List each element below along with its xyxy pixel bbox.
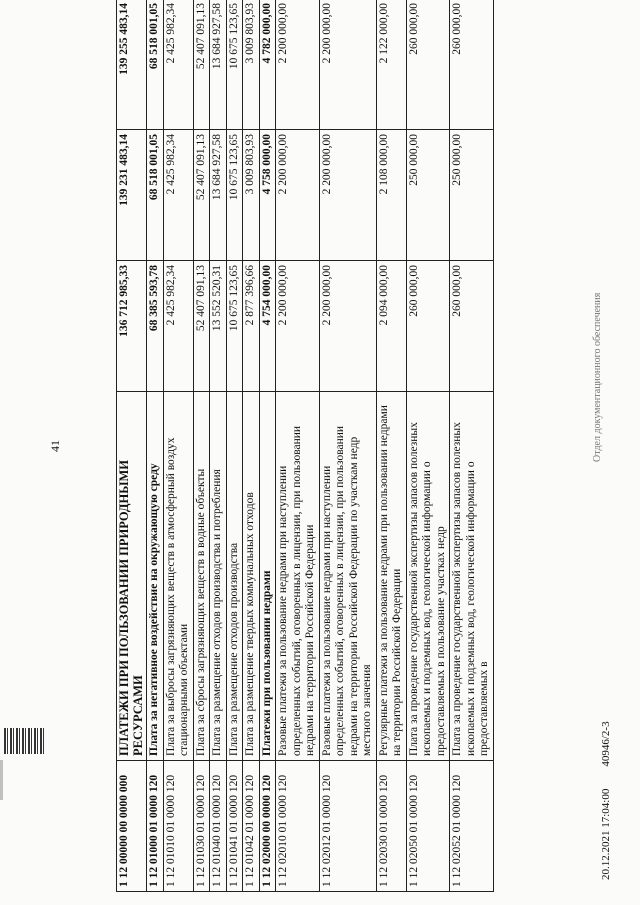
row-value-2022: 2 200 000,00 <box>276 261 320 392</box>
row-value-2022: 13 552 520,31 <box>210 261 227 392</box>
footer-timestamp: 20.12.2021 17:04:00 <box>600 788 612 880</box>
row-code: 1 12 02010 01 0000 120 <box>276 761 320 892</box>
row-value-2024: 3 009 803,93 <box>243 0 260 130</box>
row-name: ПЛАТЕЖИ ПРИ ПОЛЬЗОВАНИИ ПРИРОДНЫМИ РЕСУРСАМИ <box>117 392 147 761</box>
row-name: Разовые платежи за пользование недрами при наступлении определенных событий, оговоренных в лицензии, при пользовании недрами на территории Российской Федерации по участкам недр местного значения <box>319 392 376 761</box>
table-row <box>406 0 450 892</box>
row-name: Разовые платежи за пользование недрами при наступлении определенных событий, оговоренных в лицензии, при пользовании недрами на территории Российской Федерации <box>276 392 320 761</box>
budget-table-body <box>117 0 494 892</box>
budget-table <box>116 0 494 892</box>
row-value-2022: 2 877 396,66 <box>243 261 260 392</box>
row-value-2022: 260 000,00 <box>450 261 494 392</box>
row-code: 1 12 00000 00 0000 000 <box>117 761 147 892</box>
row-value-2022: 68 385 593,78 <box>147 261 164 392</box>
row-name: Плата за сбросы загрязняющих веществ в водные объекты <box>193 392 210 761</box>
row-code: 1 12 01040 01 0000 120 <box>210 761 227 892</box>
row-value-2023: 2 200 000,00 <box>276 130 320 261</box>
row-code: 1 12 02050 01 0000 120 <box>406 761 450 892</box>
table-row <box>376 0 406 892</box>
barcode-mark <box>4 728 44 754</box>
row-name: Плата за размещение отходов производства и потребления <box>210 392 227 761</box>
table-row <box>193 0 210 892</box>
row-name: Плата за размещение твердых коммунальных отходов <box>243 392 260 761</box>
table-row <box>117 0 147 892</box>
row-value-2022: 260 000,00 <box>406 261 450 392</box>
row-value-2024: 2 200 000,00 <box>276 0 320 130</box>
row-value-2024: 260 000,00 <box>406 0 450 130</box>
row-value-2022: 4 754 000,00 <box>259 261 276 392</box>
row-code: 1 12 01010 01 0000 120 <box>163 761 193 892</box>
row-code: 1 12 01030 01 0000 120 <box>193 761 210 892</box>
row-code: 1 12 02000 00 0000 120 <box>259 761 276 892</box>
row-value-2024: 13 684 927,58 <box>210 0 227 130</box>
row-value-2024: 2 200 000,00 <box>319 0 376 130</box>
table-row <box>226 0 243 892</box>
row-value-2023: 4 758 000,00 <box>259 130 276 261</box>
row-value-2024: 139 255 483,14 <box>117 0 147 130</box>
row-value-2023: 52 407 091,13 <box>193 130 210 261</box>
row-value-2023: 250 000,00 <box>450 130 494 261</box>
table-row <box>259 0 276 892</box>
table-row <box>319 0 376 892</box>
row-name: Плата за выбросы загрязняющих веществ в атмосферный воздух стационарными объектами <box>163 392 193 761</box>
row-code: 1 12 02030 01 0000 120 <box>376 761 406 892</box>
row-value-2024: 4 782 000,00 <box>259 0 276 130</box>
row-code: 1 12 02052 01 0000 120 <box>450 761 494 892</box>
row-value-2023: 68 518 001,05 <box>147 130 164 261</box>
table-row <box>243 0 260 892</box>
scan-artifact <box>0 760 3 800</box>
page-number: 41 <box>48 440 62 452</box>
row-value-2022: 136 712 985,33 <box>117 261 147 392</box>
row-name: Платежи при пользовании недрами <box>259 392 276 761</box>
row-value-2023: 10 675 123,65 <box>226 130 243 261</box>
row-value-2024: 2 122 000,00 <box>376 0 406 130</box>
table-row <box>163 0 193 892</box>
row-value-2022: 52 407 091,13 <box>193 261 210 392</box>
row-value-2024: 68 518 001,05 <box>147 0 164 130</box>
table-row <box>450 0 494 892</box>
department-stamp: Отдел документационного обеспечения <box>592 292 603 462</box>
footer <box>600 721 612 880</box>
table-row <box>210 0 227 892</box>
row-value-2023: 2 108 000,00 <box>376 130 406 261</box>
row-value-2023: 3 009 803,93 <box>243 130 260 261</box>
row-value-2024: 52 407 091,13 <box>193 0 210 130</box>
row-code: 1 12 01042 01 0000 120 <box>243 761 260 892</box>
budget-table-rotated <box>116 3 586 892</box>
row-code: 1 12 01041 01 0000 120 <box>226 761 243 892</box>
row-value-2023: 250 000,00 <box>406 130 450 261</box>
row-name: Плата за проведение государственной экспертизы запасов полезных ископаемых и подземных вод, геологической информации о предоставляемых в <box>450 392 494 761</box>
row-value-2024: 10 675 123,65 <box>226 0 243 130</box>
row-code: 1 12 02012 01 0000 120 <box>319 761 376 892</box>
row-value-2023: 2 425 982,34 <box>163 130 193 261</box>
row-name: Плата за негативное воздействие на окружающую среду <box>147 392 164 761</box>
row-name: Плата за размещение отходов производства <box>226 392 243 761</box>
row-value-2023: 139 231 483,14 <box>117 130 147 261</box>
row-value-2022: 2 094 000,00 <box>376 261 406 392</box>
row-value-2022: 2 200 000,00 <box>319 261 376 392</box>
row-value-2022: 10 675 123,65 <box>226 261 243 392</box>
table-row <box>276 0 320 892</box>
row-value-2023: 13 684 927,58 <box>210 130 227 261</box>
row-name: Плата за проведение государственной экспертизы запасов полезных ископаемых и подземных вод, геологической информации о предоставляемых в пользование участках недр <box>406 392 450 761</box>
footer-doc-id: 40946/2-3 <box>600 721 612 767</box>
row-name: Регулярные платежи за пользование недрами при пользовании недрами на территории Российской Федерации <box>376 392 406 761</box>
row-value-2024: 2 425 982,34 <box>163 0 193 130</box>
row-value-2024: 260 000,00 <box>450 0 494 130</box>
row-code: 1 12 01000 01 0000 120 <box>147 761 164 892</box>
table-row <box>147 0 164 892</box>
row-value-2023: 2 200 000,00 <box>319 130 376 261</box>
row-value-2022: 2 425 982,34 <box>163 261 193 392</box>
